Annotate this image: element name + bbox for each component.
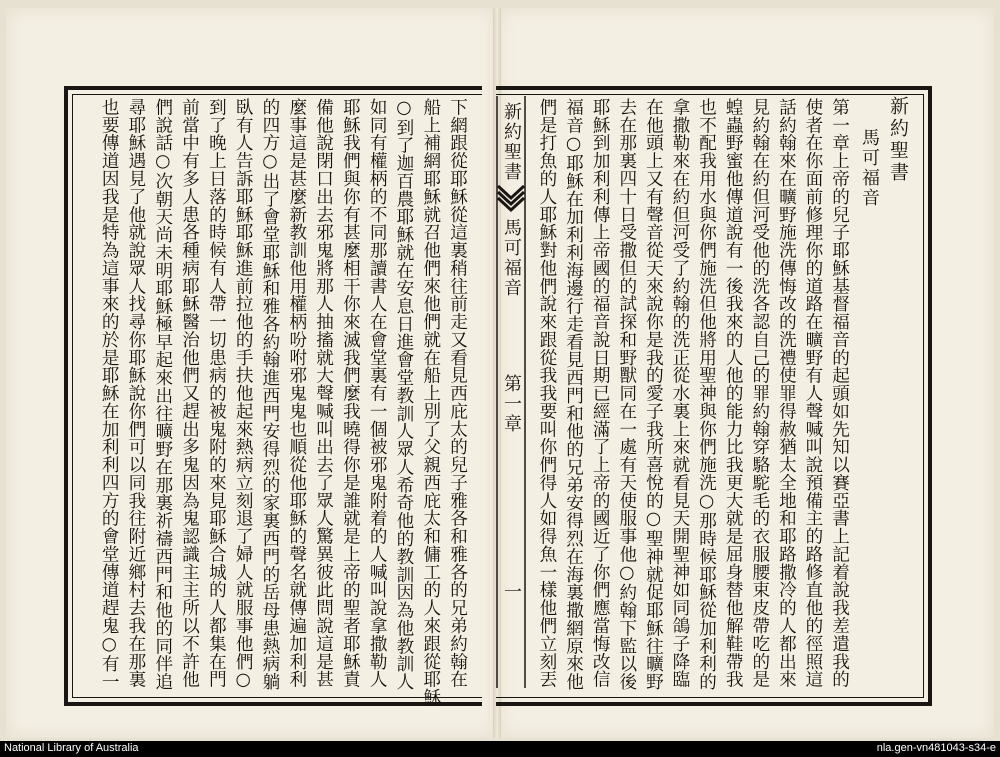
text-column: 備他說閉口出去邪鬼將那人抽搐就大聲喊叫出去了眾人驚異彼此問說這是甚 [313,98,334,689]
text-column: 在他頭上又有聲音從天來說你是我的愛子我所喜悅的○聖神就促耶穌往曠野 [643,98,664,691]
center-gospel-title: 馬可福音 [501,218,522,298]
text-column: 麼事這是甚麼新教訓他用權柄吩咐邪鬼鬼也順從他耶穌的聲名就傳遍加利利 [286,98,307,689]
text-column: 去在那裏四十日受撒但的試探和野獸同在一處有天使服事他○約翰下監以後 [616,98,637,691]
text-column: 第一章上帝的兒子耶穌基督福音的起頭如先知以賽亞書上記着說我差遣我的 [829,98,850,689]
gospel-title: 馬可福音 [859,128,880,208]
text-column: 耶穌我們與你有甚麼相干你來滅我們麼我曉得你是誰就是上帝的聖者耶穌責 [340,98,361,689]
text-column: 尋耶穌遇見了他就說眾人找尋你耶穌說你們可以同我往附近鄉村去我在那裏 [125,98,146,689]
footer-library-name: National Library of Australia [4,742,139,754]
text-column: 的四方○出了會堂耶穌和雅各約翰進西門安得烈的家裏西門的岳母患熱病躺 [259,98,280,691]
text-column: 船上補網耶穌就召他們來他們就在船上別了父親西庇太和傭工的人來跟從耶穌 [420,98,441,706]
text-column: 耶穌到加利利傳上帝國的福音說日期已經滿了上帝的國近了你們應當悔改信 [590,98,611,689]
running-title: 新約聖書 [887,96,909,184]
text-column: 話約翰來在曠野施洗傳悔改的洗禮使罪得赦猶太全地和耶路撒冷的人都出來 [776,98,797,689]
text-column: 見約翰在約但河受他的洗各認自己的罪約翰穿駱駝毛的衣服腰束皮帶吃的是 [749,98,770,689]
text-column: 到了晚上日落的時候有人帶一切患病的被鬼附的來見耶穌合城的人都集在門 [206,98,227,689]
center-page-mark: 一 [501,582,522,602]
text-column: 們是打魚的人耶穌對他們說來跟從我我要叫你們得人如得魚一樣他們立刻丟 [536,98,557,689]
text-column: 蝗蟲野蜜他傳道說有一後我來的人他的能力比我更大就是屈身替他解鞋帶我 [723,98,744,689]
text-column: 使者在你面前修理你的道路在曠野有人聲喊叫說預備主的路修直他的徑照這 [802,98,823,689]
footer-record-id: nla.gen-vn481043-s34-e [876,742,996,754]
library-footer [0,741,1000,757]
text-column: 前當中有多人患各種病耶穌醫治他們又趕出多鬼因為鬼認識主主所以不許他 [179,98,200,689]
text-column: 們說話○次朝天尚未明耶穌極早起來出往曠野在那裏祈禱西門和他的同伴追 [152,98,173,691]
center-book-title: 新約聖書 [501,102,522,182]
text-column: 下網跟從耶穌從這裏稍往前走又看見西庇太的兒子雅各和雅各的兄弟約翰在 [447,98,468,689]
text-column: 也不配我用水與你們施洗但他將用聖神與你們施洗○那時候耶穌從加利利的 [696,98,717,691]
text-column: 臥有人告訴耶穌耶穌進前拉他的手扶他起來熱病立刻退了婦人就服事他們○ [233,98,254,691]
text-column: 也要傳道因我是特為這事來的於是耶穌在加利利四方的會堂傳道趕鬼○有一 [99,98,120,691]
text-column: 拿撒勒來在約但河受了約翰的洗正從水裏上來就看見天開聖神如同鴿子降臨 [669,98,690,689]
text-column: ○到了迦百農耶穌就在安息日進會堂教訓人眾人希奇他的教訓因為他教訓人 [393,98,414,691]
text-column: 福音○耶穌在加利利海邊行走看見西門和他的兄弟安得烈在海裏撒網原來他 [563,98,584,691]
text-column: 如同有權柄的不同那讀書人在會堂裏有一個被邪鬼附着的人喊叫說拿撒勒人 [367,98,388,689]
center-chapter-label: 第一章 [501,374,522,434]
